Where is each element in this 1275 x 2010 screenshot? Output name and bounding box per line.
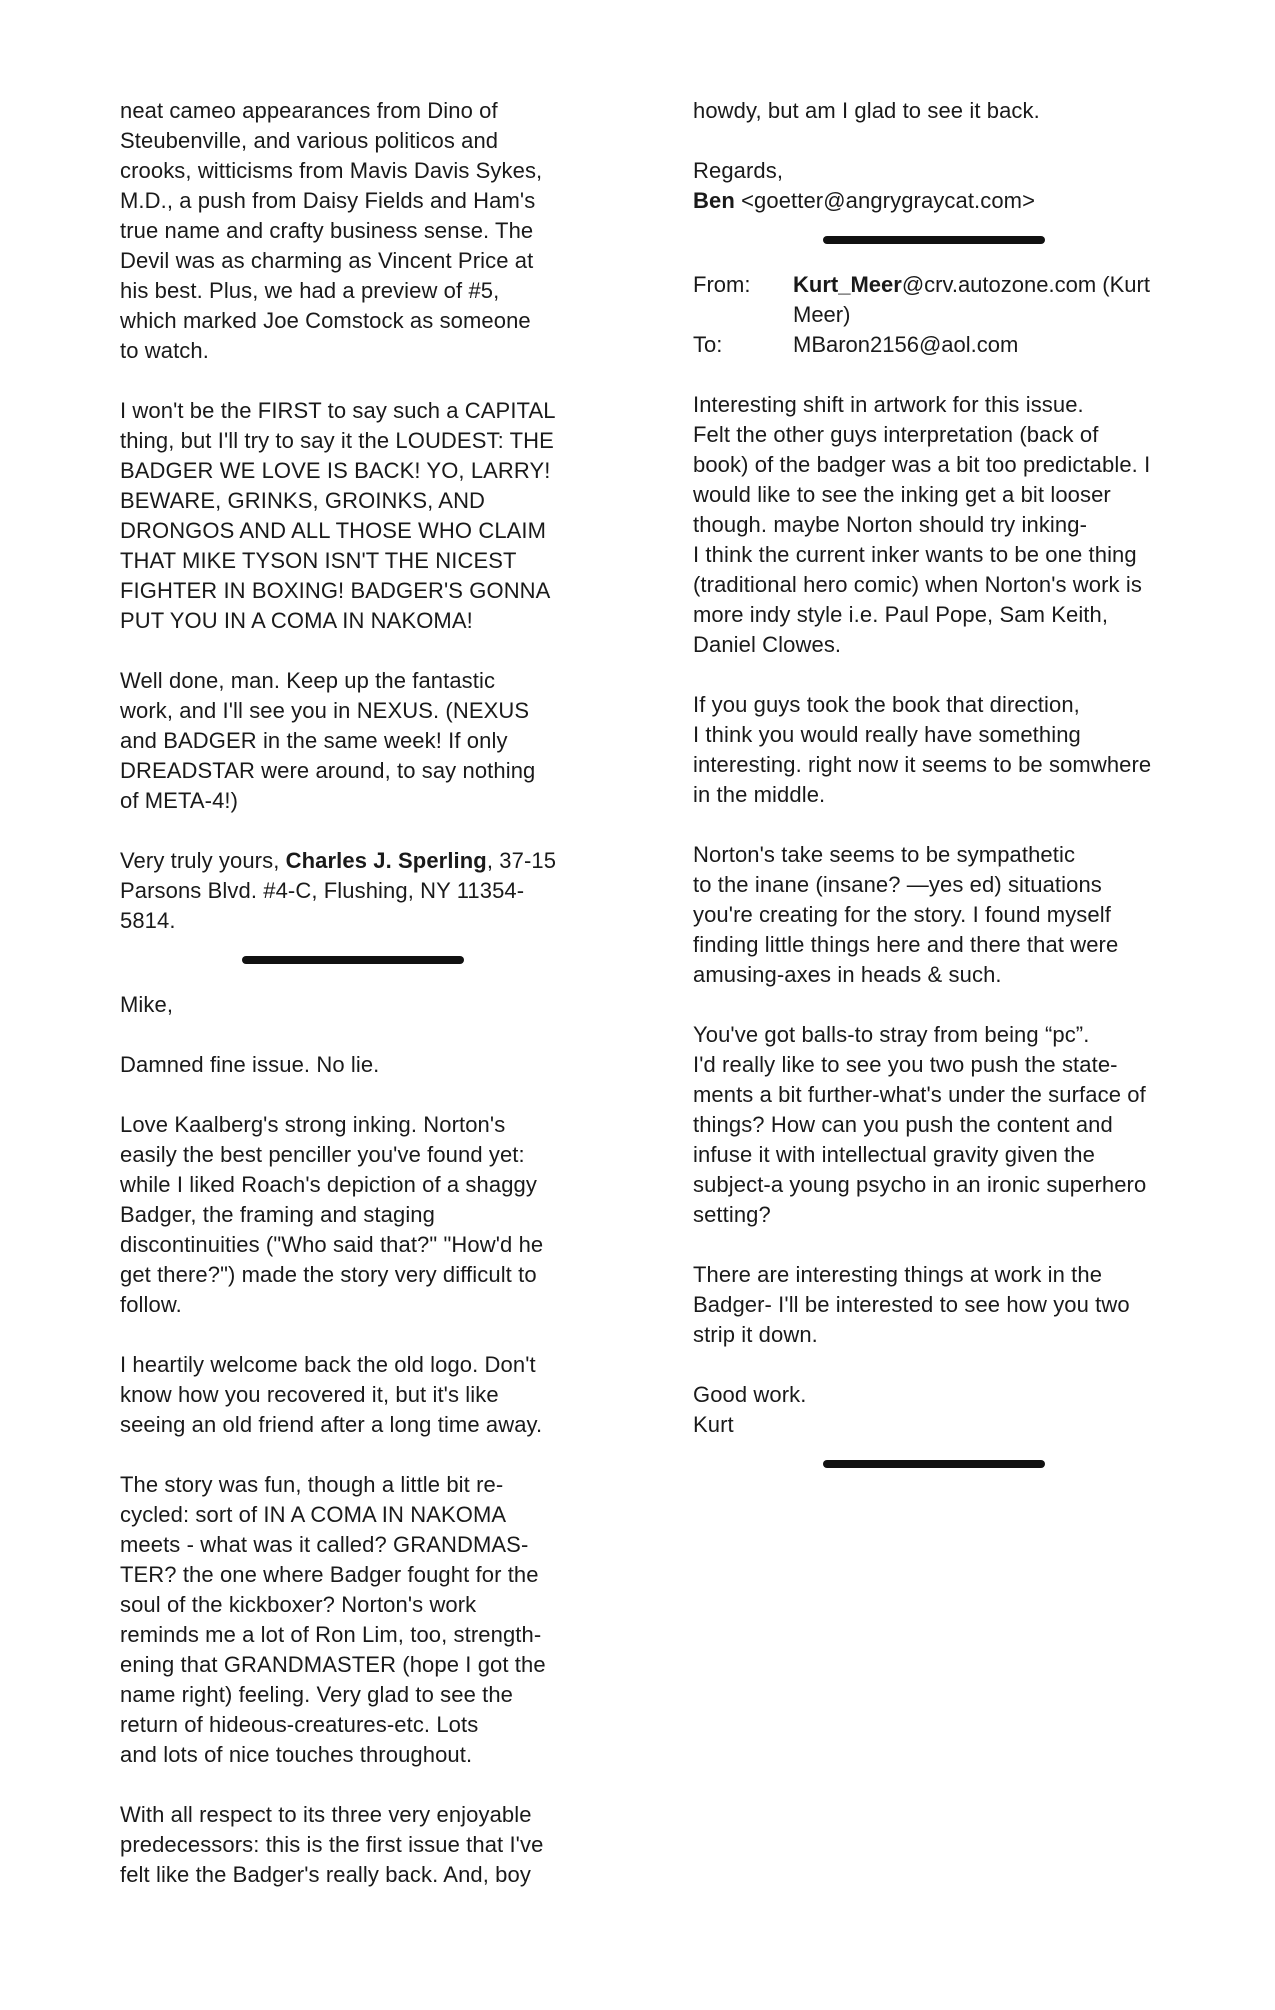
left-paragraph-5: Love Kaalberg's strong inking. Norton's easily the best penciller you've found yet: while I liked Roach's depiction of a shaggy Badger, the framing and staging discontinuities ("Who said that?" "How'd he get there?") made the story very difficult to follow. [120,1112,544,1317]
right-paragraph-1: howdy, but am I glad to see it back. [693,98,1040,123]
signature-pre: Very truly yours, [120,848,286,873]
email-from-row [693,270,1233,330]
left-paragraph-6: I heartily welcome back the old logo. Don't know how you recovered it, but it's like seeing an old friend after a long time away. [120,1352,543,1437]
left-paragraph-8: With all respect to its three very enjoyable predecessors: this is the first issue that I've felt like the Badger's really back. And, boy [120,1802,544,1887]
from-name: Kurt_Meer [793,272,902,297]
left-paragraph-4: Damned fine issue. No lie. [120,1052,380,1077]
right-paragraph-2: Interesting shift in artwork for this issue. Felt the other guys interpretation (back of book) of the badger was a bit too predictable. I would like to see the inking get a bit looser though. maybe Norton should try inking- I think the current inker wants to be one thing (traditional hero comic) when Norton's work is more indy style i.e. Paul Pope, Sam Keith, Daniel Clowes. [693,392,1151,657]
left-paragraph-3: Well done, man. Keep up the fantastic work, and I'll see you in NEXUS. (NEXUS and BADGER in the same week! If only DREADSTAR were around, to say nothing of META-4!) [120,668,536,813]
letter-greeting: Mike, [120,992,174,1017]
left-paragraph-7: The story was fun, though a little bit re- cycled: sort of IN A COMA IN NAKOMA meets - what was it called? GRANDMAS- TER? the one where Badger fought for the soul of the kickboxer? Norton's work reminds me a lot of Ron Lim, too, strength- ening that GRANDMASTER (hope I got the name right) feeling. Very glad to see the return of hideous-creatures-etc. Lots and lots of nice touches throughout. [120,1472,546,1767]
regards-line: Regards, [693,158,784,183]
left-paragraph-1: neat cameo appearances from Dino of Steubenville, and various politicos and crooks, witticisms from Mavis Davis Sykes, M.D., a push from Daisy Fields and Ham's true name and crafty business sense. The Devil was as charming as Vincent Price at his best. Plus, we had a preview of #5, which marked Joe Comstock as someone to watch. [120,98,543,363]
right-paragraph-6: There are interesting things at work in the Badger- I'll be interested to see how you two strip it down. [693,1262,1130,1347]
from-value [793,270,1233,330]
signature-ben [693,186,1233,216]
signature-sperling [120,846,640,936]
right-column [693,96,1233,1494]
right-paragraph-5: You've got balls-to stray from being “pc”. I'd really like to see you two push the state- ments a bit further-what's under the surface of things? How can you push the content and infuse it with intellectual gravity given the subject-a young psycho in an ironic superhero setting? [693,1022,1147,1227]
section-divider [242,956,464,964]
ben-name: Ben [693,188,735,213]
section-divider [823,236,1045,244]
email-to-row [693,330,1233,360]
from-label: From: [693,272,751,297]
closing-signature: Good work. Kurt [693,1382,807,1437]
ben-email: <goetter@angrygraycat.com> [734,188,1036,213]
section-divider [823,1460,1045,1468]
left-paragraph-2: I won't be the FIRST to say such a CAPITAL thing, but I'll try to say it the LOUDEST: THE BADGER WE LOVE IS BACK! YO, LARRY! BEWARE, GRINKS, GROINKS, AND DRONGOS AND ALL THOSE WHO CLAIM THAT MIKE TYSON ISN'T THE NICEST FIGHTER IN BOXING! BADGER'S GONNA PUT YOU IN A COMA IN NAKOMA! [120,398,556,633]
right-paragraph-3: If you guys took the book that direction, I think you would really have something interesting. right now it seems to be somwhere in the middle. [693,692,1152,807]
signature-name: Charles J. Sperling [285,848,487,873]
left-column [120,96,640,1890]
right-paragraph-4: Norton's take seems to be sympathetic to the inane (insane? —yes ed) situations you're creating for the story. I found myself finding little things here and there that were amusing-axes in heads & such. [693,842,1119,987]
from-address: @crv.autozone.com (Kurt Meer) [793,272,1150,327]
to-label: To: [693,332,723,357]
signature-address: , 37-15 Parsons Blvd. #4-C, Flushing, NY 11354- 5814. [120,848,557,933]
to-value: MBaron2156@aol.com [793,332,1019,357]
